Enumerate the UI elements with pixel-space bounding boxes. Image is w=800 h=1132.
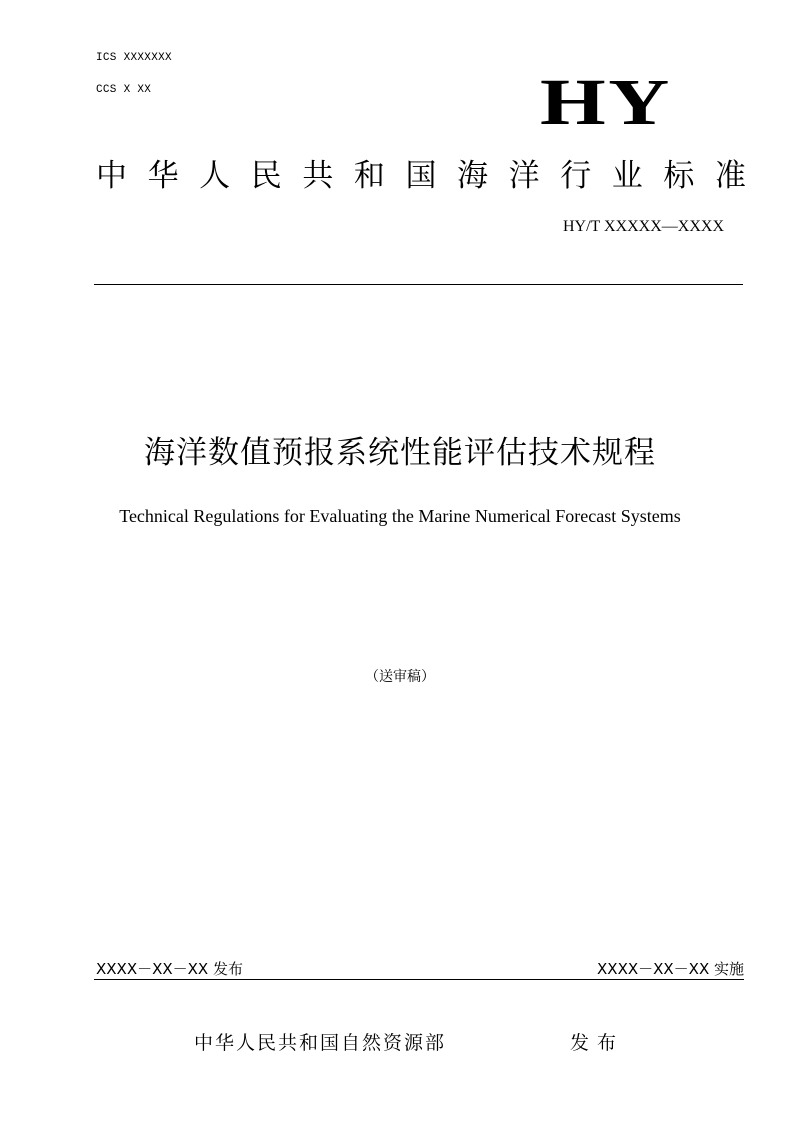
- issue-date: XXXX－XX－XX 发布: [96, 960, 243, 978]
- title-char: 国: [405, 158, 437, 194]
- publish-label: 发布: [570, 1032, 625, 1054]
- title-char: 准: [714, 158, 746, 194]
- bottom-divider: [94, 979, 744, 980]
- title-char: 民: [250, 158, 282, 194]
- ics-code: ICS XXXXXXX: [96, 52, 172, 64]
- standard-category-title: [96, 156, 746, 196]
- hy-logo: HY: [540, 66, 672, 139]
- title-char: 中: [96, 158, 127, 194]
- title-char: 业: [611, 158, 643, 194]
- title-char: 洋: [508, 158, 540, 194]
- top-divider: [94, 284, 743, 285]
- title-char: 共: [302, 158, 334, 194]
- document-title-chinese: 海洋数值预报系统性能评估技术规程: [144, 435, 656, 471]
- title-char: 人: [199, 158, 231, 194]
- standard-number: HY/T XXXXX—XXXX: [562, 218, 724, 235]
- draft-status-label: （送审稿）: [365, 669, 435, 685]
- title-char: 标: [663, 158, 695, 194]
- ccs-code: CCS X XX: [96, 84, 152, 96]
- title-char: 海: [457, 158, 489, 194]
- issuing-authority: 中华人民共和国自然资源部: [194, 1032, 447, 1054]
- title-char: 和: [353, 158, 385, 194]
- implementation-date: XXXX－XX－XX 实施: [597, 960, 744, 978]
- title-char: 华: [147, 158, 179, 194]
- document-title-english: Technical Regulations for Evaluating the Marine Numerical Forecast Systems: [119, 506, 681, 526]
- title-char: 行: [560, 158, 592, 194]
